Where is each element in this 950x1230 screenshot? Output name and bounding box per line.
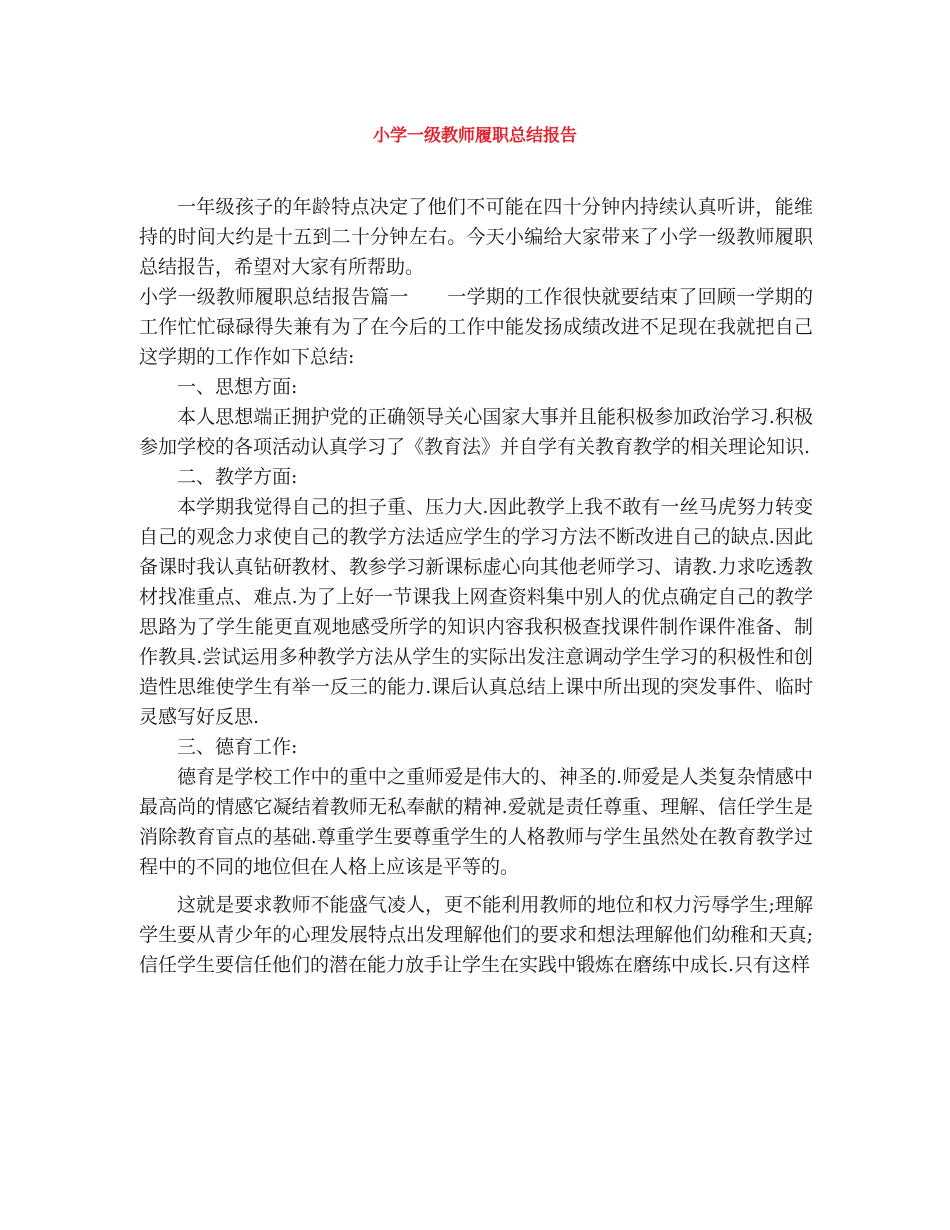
paragraph-moral: 德育是学校工作中的重中之重师爱是伟大的、神圣的.师爱是人类复杂情感中最高尚的情感它凝结着教师无私奉献的精神.爱就是责任尊重、理解、信任学生是消除教育盲点的基础.尊重学生要尊重学生的人格教师与学生虽然处在教育教学过程中的不同的地位但在人格上应该是平等的。 <box>139 766 813 878</box>
document-title: 小学一级教师履职总结报告 <box>373 126 577 146</box>
document-body <box>139 192 813 980</box>
section-heading-moral: 三、德育工作: <box>177 736 298 758</box>
paragraph-thought: 本人思想端正拥护党的正确领导关心国家大事并且能积极参加政治学习.积极参加学校的各项活动认真学习了《教育法》并自学有关教育教学的相关理论知识. <box>139 406 813 458</box>
section-heading-teaching: 二、教学方面: <box>177 466 298 488</box>
paragraph-teaching: 本学期我觉得自己的担子重、压力大.因此教学上我不敢有一丝马虎努力转变自己的观念力求使自己的教学方法适应学生的学习方法不断改进自己的缺点.因此备课时我认真钻研教材、教参学习新课标虚心向其他老师学习、请教.力求吃透教材找准重点、难点.为了上好一节课我上网查资料集中别人的优点确定自己的教学思路为了学生能更直观地感受所学的知识内容我积极查找课件制作课件准备、制作教具.尝试运用多种教学方法从学生的实际出发注意调动学生学习的积极性和创造性思维使学生有举一反三的能力.课后认真总结上课中所出现的突发事件、临时灵感写好反思. <box>139 496 813 728</box>
paragraph-part-one-opening: 小学一级教师履职总结报告篇一 一学期的工作很快就要结束了回顾一学期的工作忙忙碌碌得失兼有为了在今后的工作中能发扬成绩改进不足现在我就把自己这学期的工作作如下总结: <box>139 286 813 368</box>
paragraph-intro: 一年级孩子的年龄特点决定了他们不可能在四十分钟内持续认真听讲，能维持的时间大约是十五到二十分钟左右。今天小编给大家带来了小学一级教师履职总结报告，希望对大家有所帮助。 <box>139 196 813 278</box>
paragraph-moral-continued: 这就是要求教师不能盛气凌人，更不能利用教师的地位和权力污辱学生;理解学生要从青少年的心理发展特点出发理解他们的要求和想法理解他们幼稚和天真;信任学生要信任他们的潜在能力放手让学生在实践中锻炼在磨练中成长.只有这样 <box>139 894 813 976</box>
section-heading-thought: 一、思想方面: <box>177 376 298 398</box>
